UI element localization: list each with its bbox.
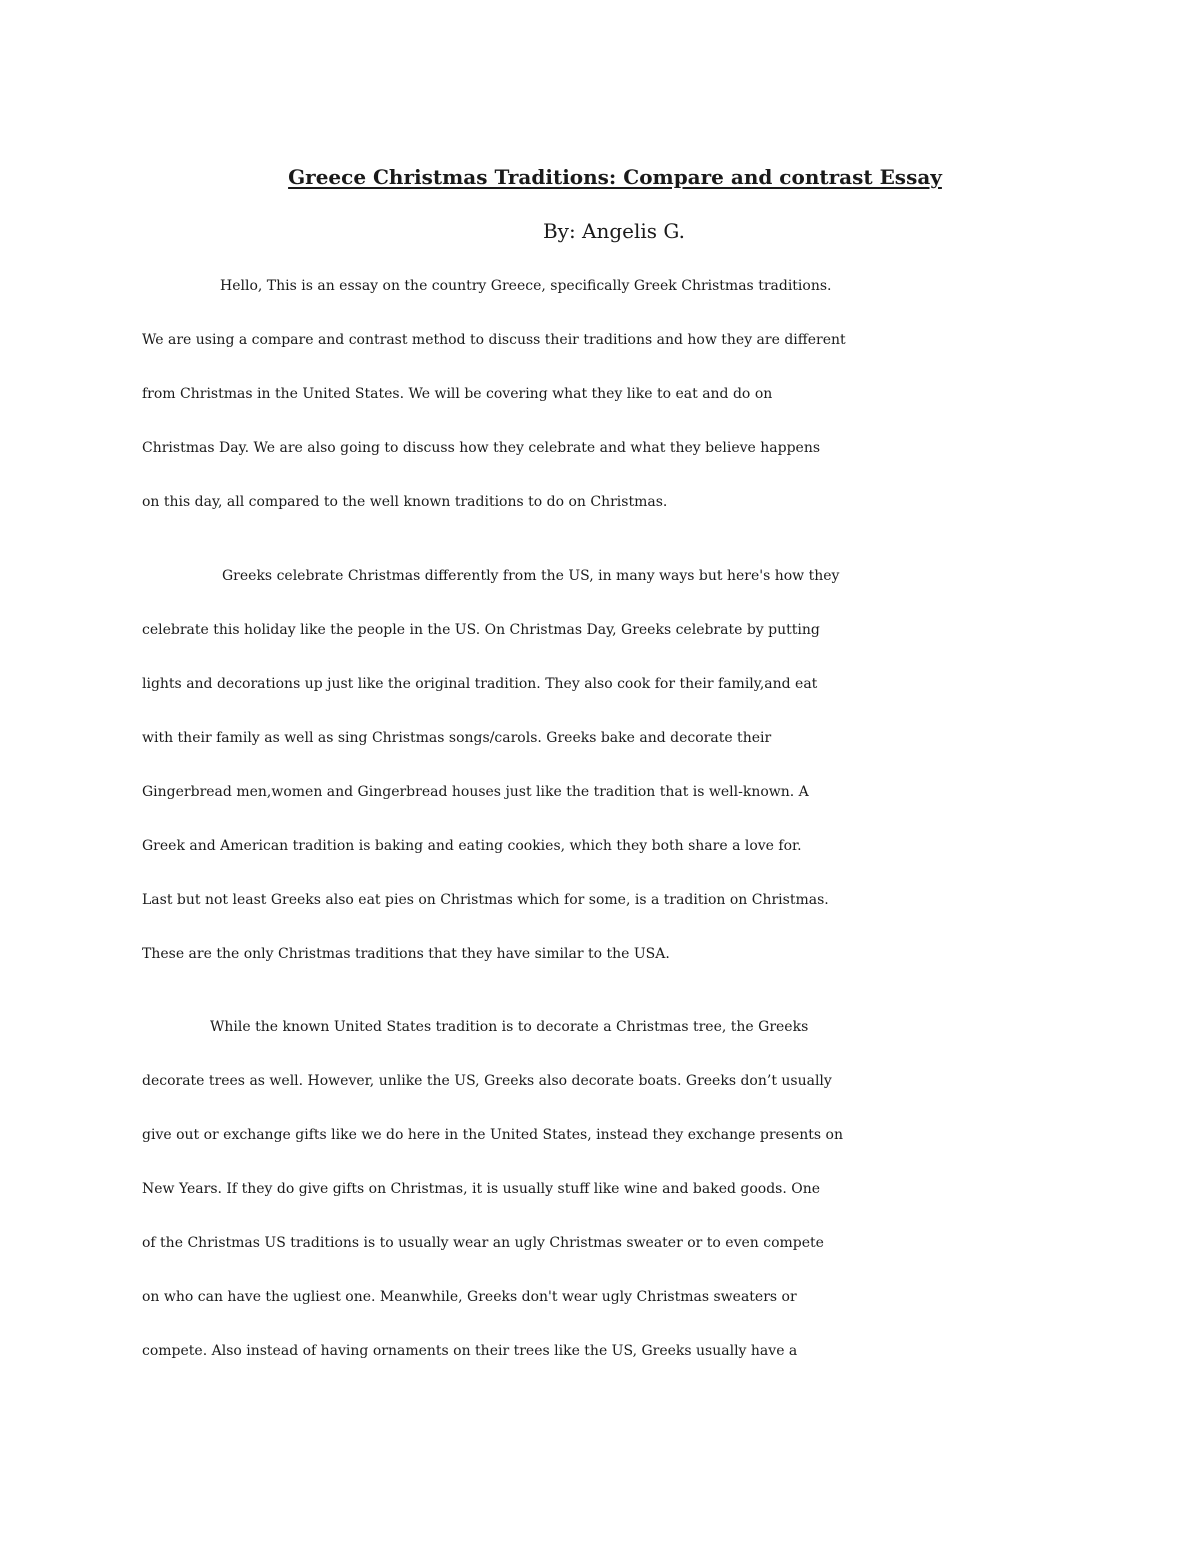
paragraph-line: We are using a compare and contrast method to discuss their traditions and how they are different xyxy=(142,332,846,348)
paragraph-line: lights and decorations up just like the original tradition. They also cook for their family,and eat xyxy=(142,676,818,692)
paragraph-differences xyxy=(142,1000,1082,1378)
paragraph-line: Christmas Day. We are also going to discuss how they celebrate and what they believe happens xyxy=(142,440,821,456)
paragraph-line: Gingerbread men,women and Gingerbread houses just like the tradition that is well-known. A xyxy=(142,784,809,800)
paragraph-line: give out or exchange gifts like we do here in the United States, instead they exchange presents on xyxy=(142,1127,843,1143)
paragraph-line: with their family as well as sing Christmas songs/carols. Greeks bake and decorate their xyxy=(142,730,772,746)
paragraph-line: on who can have the ugliest one. Meanwhile, Greeks don't wear ugly Christmas sweaters or xyxy=(142,1289,797,1305)
paragraph-similarities xyxy=(142,549,1082,981)
paragraph-line: New Years. If they do give gifts on Christmas, it is usually stuff like wine and baked goods. One xyxy=(142,1181,821,1197)
paragraph-line: Hello, This is an essay on the country Greece, specifically Greek Christmas traditions. xyxy=(220,278,832,294)
paragraph-line: decorate trees as well. However, unlike the US, Greeks also decorate boats. Greeks don’t usually xyxy=(142,1073,832,1089)
paragraph-line: celebrate this holiday like the people in the US. On Christmas Day, Greeks celebrate by putting xyxy=(142,622,820,638)
paragraph-line: Greeks celebrate Christmas differently from the US, in many ways but here's how they xyxy=(222,568,840,584)
paragraph-introduction xyxy=(142,259,1082,529)
byline-text: By: Angelis G. xyxy=(542,219,686,243)
paragraph-line: While the known United States tradition is to decorate a Christmas tree, the Greeks xyxy=(210,1019,809,1035)
essay-title xyxy=(0,163,1200,191)
paragraph-line: from Christmas in the United States. We will be covering what they like to eat and do on xyxy=(142,386,773,402)
paragraph-line: of the Christmas US traditions is to usually wear an ugly Christmas sweater or to even compete xyxy=(142,1235,824,1251)
paragraph-line: These are the only Christmas traditions that they have similar to the USA. xyxy=(142,946,670,962)
paragraph-line: compete. Also instead of having ornaments on their trees like the US, Greeks usually have a xyxy=(142,1343,798,1359)
paragraph-line: Greek and American tradition is baking and eating cookies, which they both share a love for. xyxy=(142,838,802,854)
paragraph-line: Last but not least Greeks also eat pies on Christmas which for some, is a tradition on Christmas. xyxy=(142,892,829,908)
essay-title-text: Greece Christmas Traditions: Compare and contrast Essay xyxy=(288,165,942,189)
essay-byline xyxy=(0,217,1200,245)
paragraph-line: on this day, all compared to the well known traditions to do on Christmas. xyxy=(142,494,668,510)
